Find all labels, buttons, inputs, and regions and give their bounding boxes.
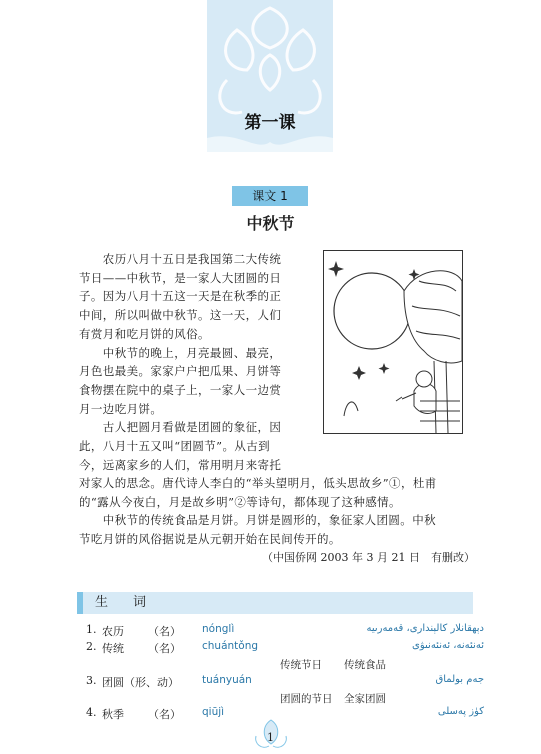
vocab-example: 团圆的节日	[280, 693, 333, 705]
lesson-tag: 课文 1	[232, 186, 308, 206]
vocab-heading: 生 词	[77, 592, 473, 614]
text-title: 中秋节	[246, 214, 295, 233]
paragraph-1: 农历八月十五日是我国第二大传统 节日——中秋节，是一家人大团圆的日 子。因为八月十五这一天是在秋季的正 中间，所以叫做中秋节。这一天，人们 有赏月和吃月饼的风俗。 中秋节的晚上，月亮最圆、最亮， 月色也最美。家家户户把瓜果、月饼等 食物摆在院中的桌子上，一家人一边赏 月一边吃月饼。 古人把圆月看做是团圆的象征，因 此，八月十五又叫“团圆节”。从古到 今，远离家乡的人们，常用明月来寄托	[79, 252, 282, 472]
vocab-item: 4. 秋季 （名） qiūjì كۈز پەسلى	[86, 706, 484, 721]
vocab-item: 2. 传统 （名） chuántǒng ئەنئەنە، ئەنئەنىۋى	[86, 640, 484, 655]
vocab-item: 1. 农历 （名） nónglì دېھقانلار كالېندارى، قەمەرىيە	[86, 623, 484, 638]
mid-autumn-illustration	[323, 250, 463, 434]
vocab-example: 传统节日	[280, 659, 322, 671]
lesson-title: 第一课	[244, 113, 296, 133]
vocab-item: 3. 团圆（形、动） tuányuán جەم بولماق	[86, 674, 484, 689]
vocab-example: 全家团圆	[344, 693, 386, 705]
source-citation: （中国侨网 2003 年 3 月 21 日 有删改）	[262, 551, 475, 564]
paragraph-3-cont: 对家人的思念。唐代诗人李白的“举头望明月，低头思故乡”①，杜甫 的“露从今夜白，月是故乡明”②等诗句，都体现了这种感情。 中秋节的传统食品是月饼。月饼是圆形的，象征家人团圆。中秋 节吃月饼的风俗据说是从元朝开始在民间传开的。	[79, 476, 437, 547]
page-number: 1	[267, 731, 274, 744]
vocab-example: 传统食品	[344, 659, 386, 671]
